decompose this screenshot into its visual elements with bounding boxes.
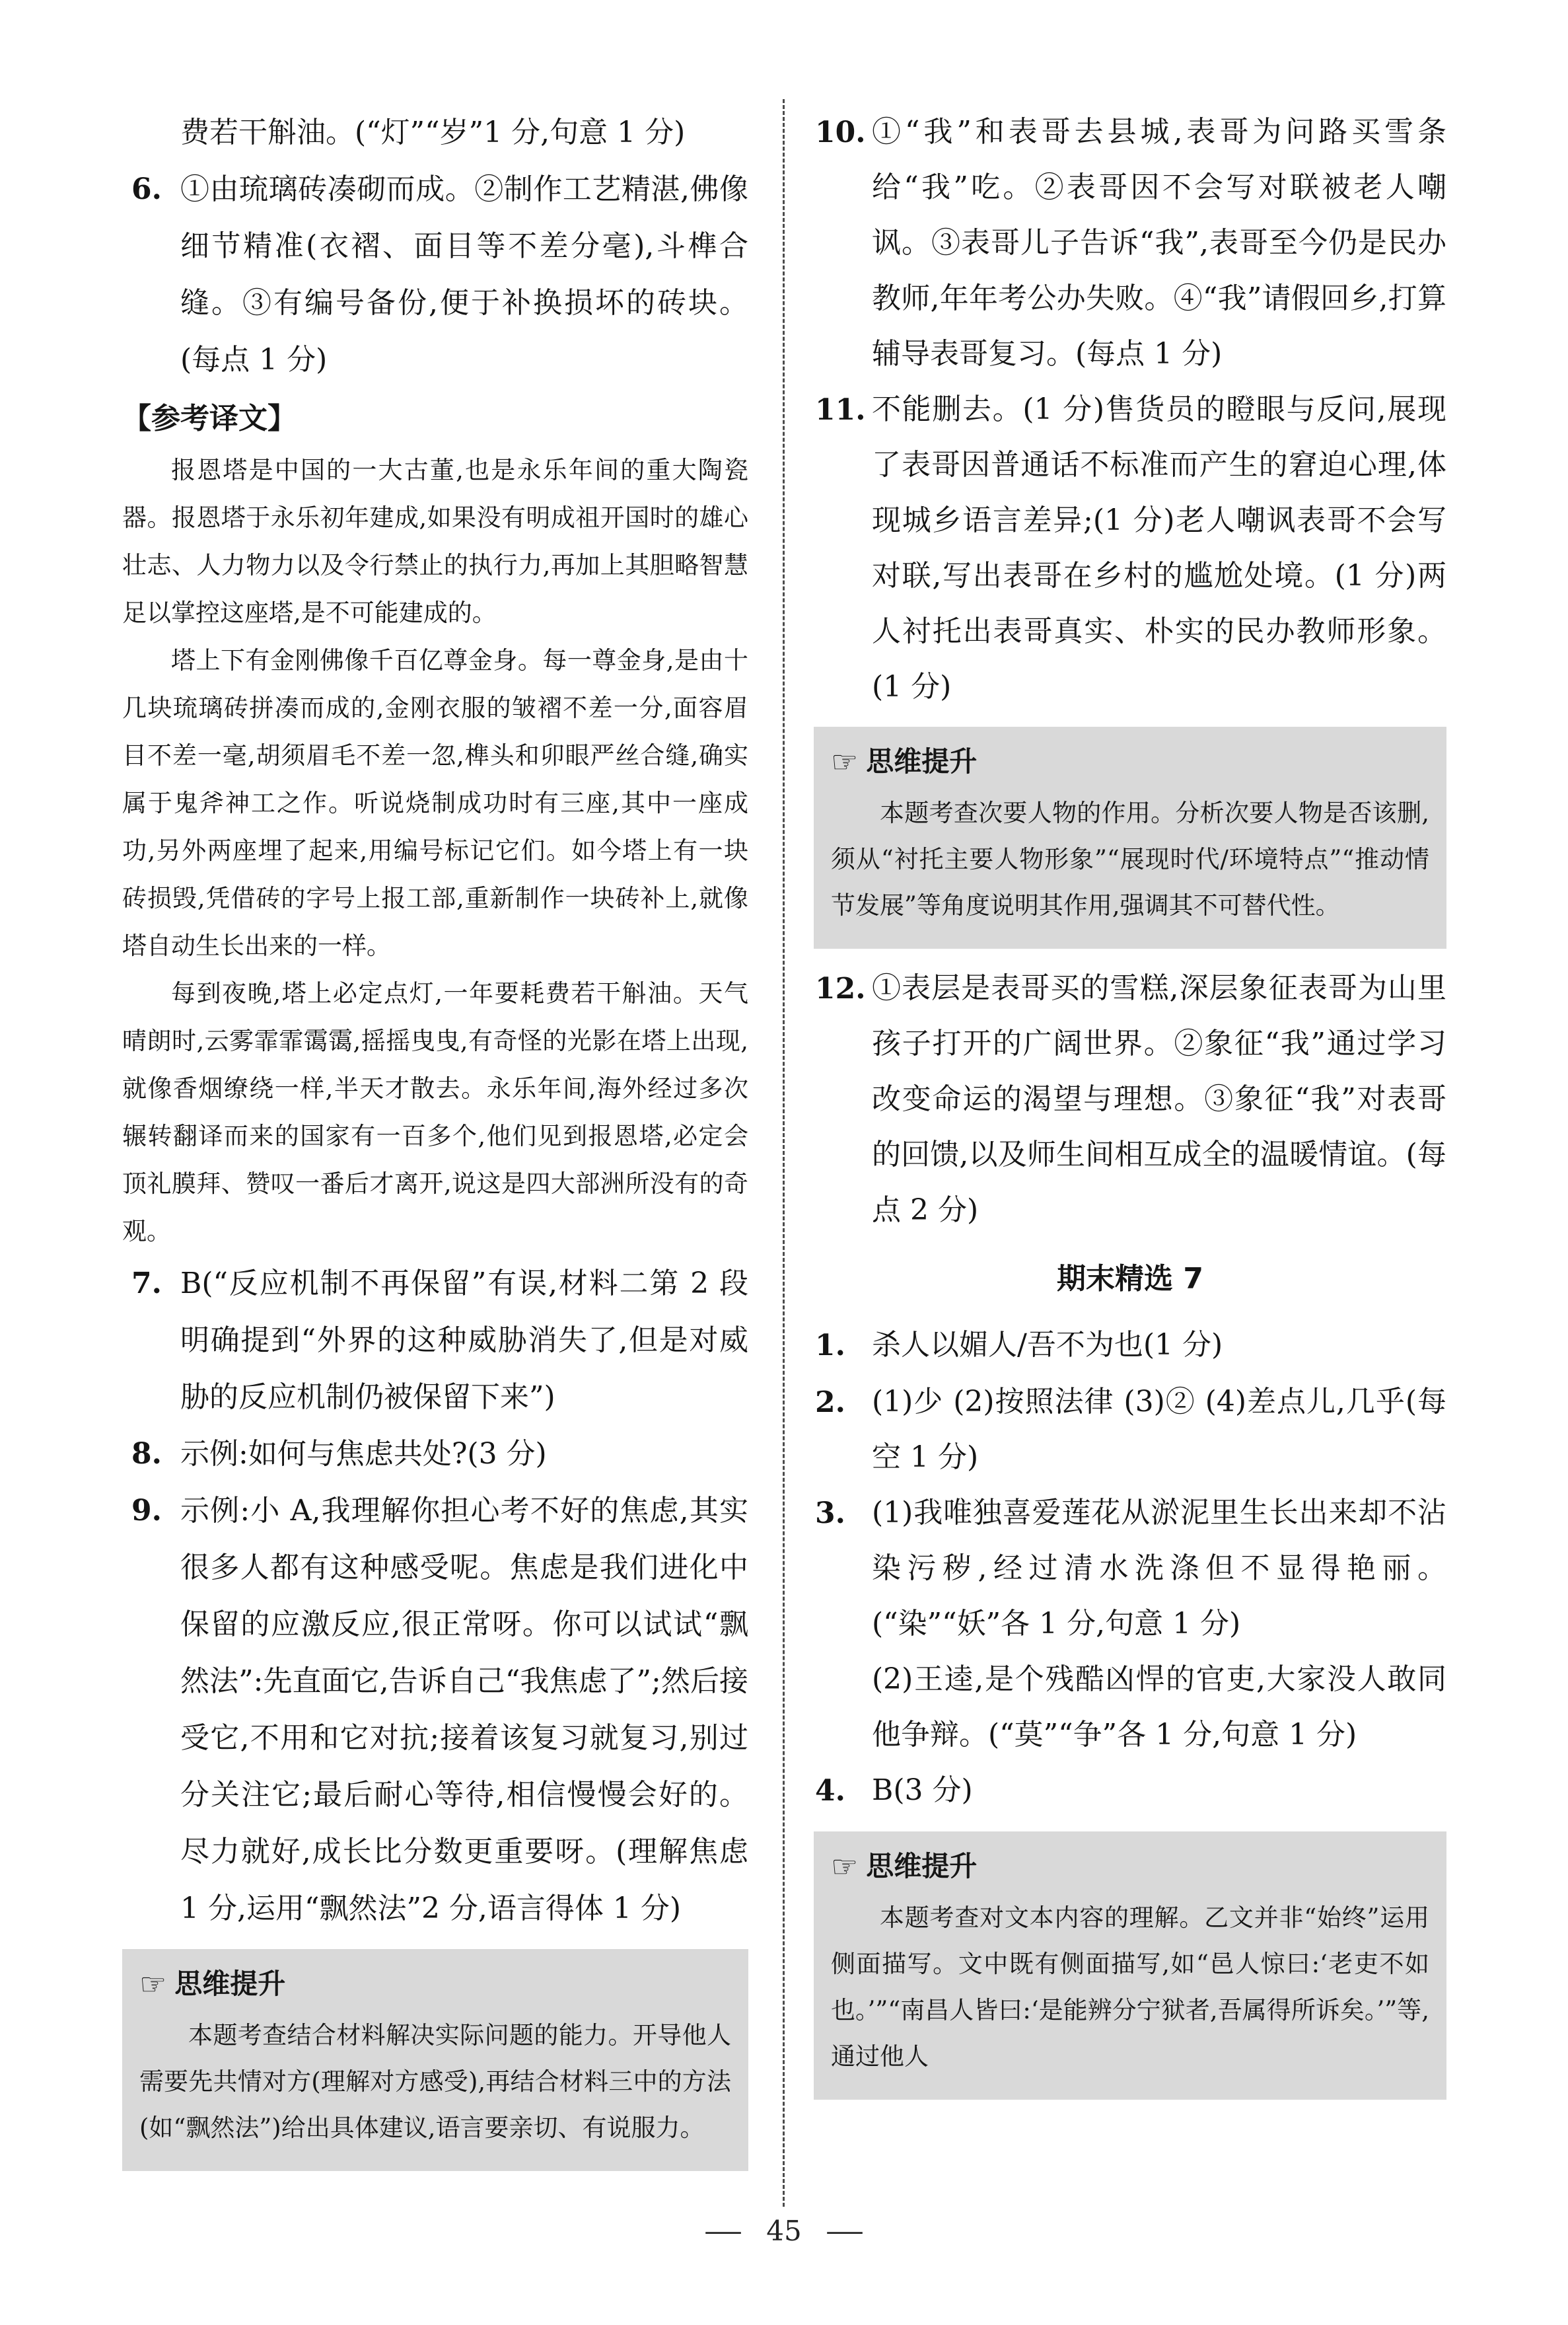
answer-number: 10.: [815, 116, 866, 149]
answer-text: B(3 分): [872, 1773, 973, 1807]
tip-box-title: 思维提升: [866, 745, 978, 778]
answer-text: ①“我”和表哥去县城,表哥为问路买雪条给“我”吃。②表哥因不会写对联被老人嘲讽。③表哥儿子告诉“我”,表哥至今仍是民办教师,年年考公办失败。④“我”请假回乡,打算辅导表哥复习。(每点 1 分): [872, 115, 1446, 371]
answer-text: ①由琉璃砖凑砌而成。②制作工艺精湛,佛像细节精准(衣褶、面目等不差分毫),斗榫合缝。③有编号备份,便于补换损坏的砖块。(每点 1 分): [180, 172, 748, 377]
answer-item-10: [814, 104, 1446, 382]
left-column: [122, 104, 748, 2171]
answer-item-7: [122, 1255, 748, 1426]
thinking-tip-box: [814, 1831, 1446, 2100]
footer-left-dash: —: [703, 2215, 743, 2247]
answer-text: 杀人以媚人/吾不为也(1 分): [872, 1328, 1223, 1362]
answer-continuation-line: 费若干斛油。(“灯”“岁”1 分,句意 1 分): [180, 116, 686, 149]
tip-box-body: 本题考查对文本内容的理解。乙文并非“始终”运用侧面描写。文中既有侧面描写,如“邑人惊曰:‘老吏不如也。’”“南昌人皆曰:‘是能辨分宁狱者,吾属得所诉矣。’”等,通过他人: [831, 1903, 1429, 2071]
answer-number: 8.: [131, 1437, 162, 1471]
answer-text: 示例:小 A,我理解你担心考不好的焦虑,其实很多人都有这种感受呢。焦虑是我们进化中保留的应激反应,很正常呀。你可以试试“飘然法”:先直面它,告诉自己“我焦虑了”;然后接受它,不用和它对抗;接着该复习就复习,别过分关注它;最后耐心等待,相信慢慢会好的。尽力就好,成长比分数更重要呀。(理解焦虑 1 分,运用“飘然法”2 分,语言得体 1 分): [180, 1494, 748, 1925]
answer-text: (1)少 (2)按照法律 (3)② (4)差点儿,几乎(每空 1 分): [872, 1385, 1446, 1474]
column-divider: [783, 99, 785, 2207]
answer-item-6: [122, 161, 748, 388]
answer-text: [872, 1485, 1446, 1763]
answer-item-9: [122, 1483, 748, 1937]
answer-item-12: [814, 961, 1446, 1238]
tip-box-body: 本题考查次要人物的作用。分析次要人物是否该删,须从“衬托主要人物形象”“展现时代/环境特点”“推动情节发展”等角度说明其作用,强调其不可替代性。: [831, 799, 1429, 920]
answer-text: ①表层是表哥买的雪糕,深层象征表哥为山里孩子打开的广阔世界。②象征“我”通过学习改变命运的渴望与理想。③象征“我”对表哥的回馈,以及师生间相互成全的温暖情谊。(每点 2 分): [872, 971, 1446, 1227]
answer-item-2: [814, 1374, 1446, 1485]
answer-number: 11.: [815, 393, 866, 427]
thumb-up-icon: ☞: [831, 1849, 859, 1884]
answer-number: 1.: [815, 1329, 845, 1362]
answer-text: 不能删去。(1 分)售货员的瞪眼与反问,展现了表哥因普通话不标准而产生的窘迫心理,体现城乡语言差异;(1 分)老人嘲讽表哥不会写对联,写出表哥在乡村的尴尬处境。(1 分)两人衬托出表哥真实、朴实的民办教师形象。(1 分): [872, 392, 1446, 704]
section-heading: 期末精选 7: [1057, 1262, 1203, 1296]
answer-item-3: [814, 1485, 1446, 1763]
answer-sub-text: (2)王逵,是个残酷凶悍的官吏,大家没人敢同他争辩。(“莫”“争”各 1 分,句意 1 分): [872, 1662, 1446, 1752]
answer-number: 9.: [131, 1494, 162, 1528]
thumb-up-icon: ☞: [831, 744, 859, 780]
reference-paragraph: 报恩塔是中国的一大古董,也是永乐年间的重大陶瓷器。报恩塔于永乐初年建成,如果没有明成祖开国时的雄心壮志、人力物力以及令行禁止的执行力,再加上其胆略智慧足以掌控这座塔,是不可能建成的。: [122, 456, 748, 627]
answer-sub-text: (1)我唯独喜爱莲花从淤泥里生长出来却不沾染污秽,经过清水洗涤但不显得艳丽。(“染”“妖”各 1 分,句意 1 分): [872, 1496, 1446, 1641]
tip-box-body: 本题考查结合材料解决实际问题的能力。开导他人需要先共情对方(理解对方感受),再结合材料三中的方法(如“飘然法”)给出具体建议,语言要亲切、有说服力。: [139, 2021, 731, 2142]
thumb-up-icon: ☞: [139, 1966, 167, 2002]
reference-paragraph: 每到夜晚,塔上必定点灯,一年要耗费若干斛油。天气晴朗时,云雾霏霏霭霭,摇摇曳曳,有奇怪的光影在塔上出现,就像香烟缭绕一样,半天才散去。永乐年间,海外经过多次辗转翻译而来的国家有一百多个,他们见到报恩塔,必定会顶礼膜拜、赞叹一番后才离开,说这是四大部洲所没有的奇观。: [122, 979, 748, 1245]
thinking-tip-box: [122, 1949, 748, 2171]
answer-number: 3.: [815, 1496, 845, 1530]
tip-box-header: [831, 1847, 1429, 1886]
answer-number: 6.: [131, 172, 162, 206]
tip-box-title: 思维提升: [866, 1850, 978, 1882]
answer-text: B(“反应机制不再保留”有误,材料二第 2 段明确提到“外界的这种威胁消失了,但是对威胁的反应机制仍被保留下来”): [180, 1267, 748, 1414]
page-number: 45: [766, 2215, 802, 2247]
tip-box-header: [831, 743, 1429, 781]
answer-number: 2.: [815, 1385, 845, 1419]
answer-item-8: [122, 1426, 748, 1483]
tip-box-header: [139, 1965, 731, 2003]
answer-number: 7.: [131, 1267, 162, 1300]
answer-number: 4.: [815, 1774, 845, 1808]
answer-item-1: [814, 1317, 1446, 1374]
page-footer: [0, 2215, 1568, 2247]
thinking-tip-box: [814, 727, 1446, 949]
answer-text: 示例:如何与焦虑共处?(3 分): [180, 1437, 547, 1471]
right-column: [814, 104, 1446, 2100]
footer-right-dash: —: [825, 2215, 865, 2247]
answer-item-11: [814, 382, 1446, 715]
reference-translation-heading: 【参考译文】: [122, 402, 297, 435]
answer-number: 12.: [815, 972, 866, 1006]
reference-paragraph: 塔上下有金刚佛像千百亿尊金身。每一尊金身,是由十几块琉璃砖拼凑而成的,金刚衣服的皱褶不差一分,面容眉目不差一毫,胡须眉毛不差一忽,榫头和卯眼严丝合缝,确实属于鬼斧神工之作。听说烧制成功时有三座,其中一座成功,另外两座埋了起来,用编号标记它们。如今塔上有一块砖损毁,凭借砖的字号上报工部,重新制作一块砖补上,就像塔自动生长出来的一样。: [122, 646, 748, 960]
answer-item-4: [814, 1763, 1446, 1820]
tip-box-title: 思维提升: [174, 1968, 286, 2000]
